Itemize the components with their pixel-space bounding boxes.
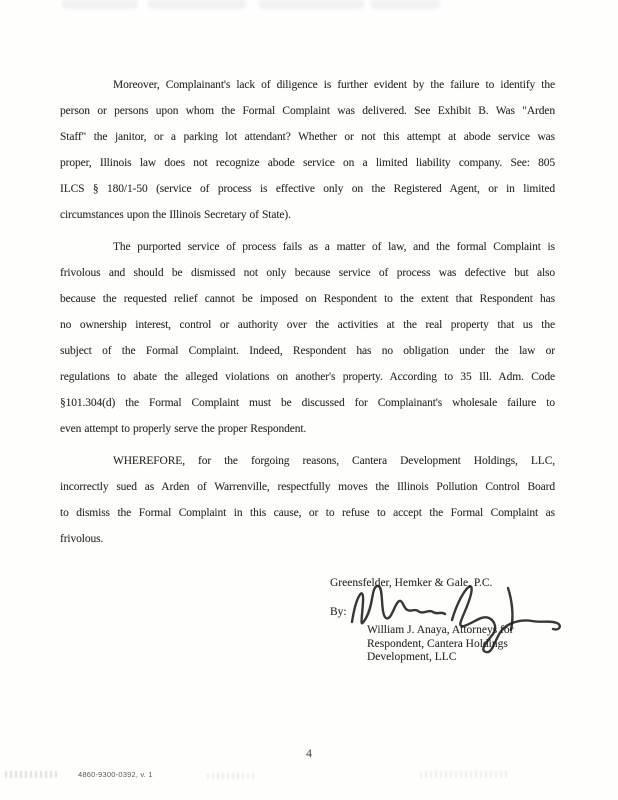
text-line: The purported service of process fails as a matter of law, and the formal Complaint is [113,241,555,253]
scan-artifact-band [148,0,246,9]
scan-artifact-band [258,0,364,9]
text-line: no ownership interest, control or authority over the activities at the real property that us the [60,319,555,331]
scan-artifact-band [62,0,138,9]
text-line: person or persons upon whom the Formal Complaint was delivered. See Exhibit B. Was "Arden [60,105,555,117]
text-line: ILCS § 180/1-50 (service of process is effective only on the Registered Agent, or in limited [60,183,555,195]
text-line: even attempt to properly serve the proper Respondent. [60,423,307,435]
text-line: proper, Illinois law does not recognize abode service on a limited liability company. See: 805 [60,157,555,169]
scan-artifact-band [370,0,440,9]
law-firm-name: Greensfelder, Hemker & Gale, P.C. [330,577,493,589]
text-line: circumstances upon the Illinois Secretary of State). [60,209,291,221]
paragraph [60,448,555,552]
text-line: to dismiss the Formal Complaint in this cause, or to refuse to accept the Formal Complaint as [60,507,555,519]
text-line: §101.304(d) the Formal Complaint must be discussed for Complainant's wholesale failure to [60,397,555,409]
text-line: incorrectly sued as Arden of Warrenville, respectfully moves the Illinois Pollution Control Board [60,481,555,493]
text-line: Moreover, Complainant's lack of diligence is further evident by the failure to identify the [113,79,555,91]
page-number: 4 [306,746,312,760]
text-line: subject of the Formal Complaint. Indeed, Respondent has no obligation under the law or [60,345,555,357]
scan-artifact-smudge [420,771,508,778]
signatory-entity: Development, LLC [367,651,457,663]
text-line: because the requested relief cannot be imposed on Respondent to the extent that Respondent has [60,293,555,305]
scan-artifact-smudge [5,771,57,778]
document-id-footer: 4860-9300-0392, v. 1 [78,770,153,779]
text-line: Staff" the janitor, or a parking lot attendant? Whether or not this attempt at abode service was [60,131,555,143]
signature-block [330,576,580,665]
signatory-name: William J. Anaya, Attorneys for [367,624,514,636]
paragraph [60,72,555,228]
paragraph [60,234,555,442]
body-text [60,72,555,552]
text-line: frivolous and should be dismissed not only because service of process was defective but also [60,267,555,279]
scan-artifact-smudge [207,773,257,779]
by-label: By: [330,606,347,618]
text-line: regulations to abate the alleged violations on another's property. According to 35 Ill. Adm. Code [60,371,555,383]
text-line: WHEREFORE, for the forgoing reasons, Cantera Development Holdings, LLC, [113,455,555,467]
text-line: frivolous. [60,533,104,545]
signatory-title: Respondent, Cantera Holdings [367,637,508,650]
